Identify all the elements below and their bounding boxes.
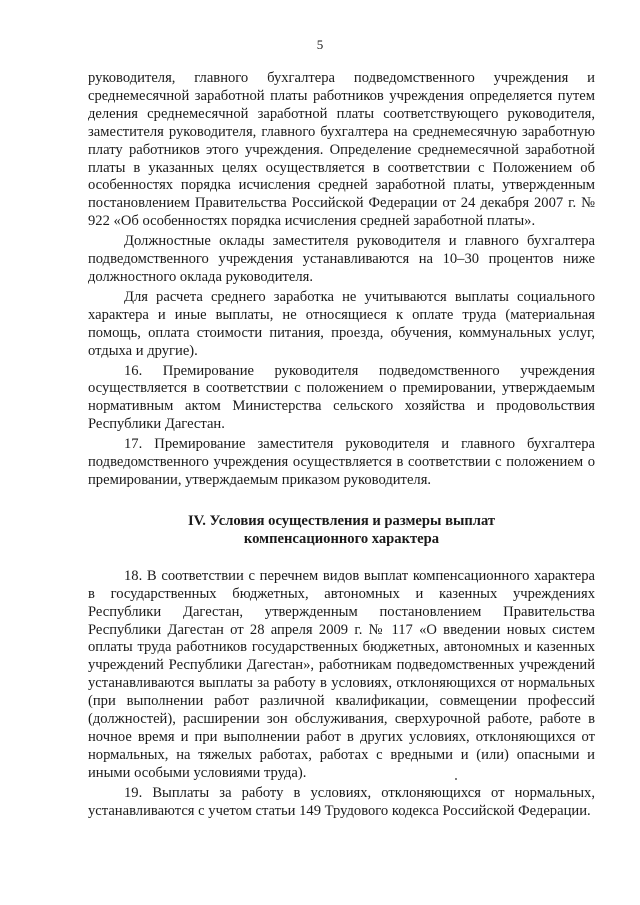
document-body	[88, 70, 595, 821]
paragraph-item-16: 16. Премирование руководителя подведомственного учреждения осуществляется в соответствии с положением о премировании, утверждаемым нормативным актом Министерства сельского хозяйства и продовольствия Республики Дагестан.	[88, 362, 595, 433]
page-number: 5	[316, 37, 324, 52]
paragraph-item-18: 18. В соответствии с перечнем видов выплат компенсационного характера в государственных бюджетных, автономных и казенных учреждениях Республики Дагестан, утвержденным постановлением Правительства Республики Дагестан от 28 апреля 2009 г. № 117 «О введении новых систем оплаты труда работников государственных бюджетных, автономных и казенных учреждений Республики Дагестан», работникам подведомственных учреждений устанавливаются выплаты за работу в условиях, отклоняющихся от нормальных (при выполнении работ различной квалификации, совмещении профессий (должностей), расширении зон обслуживания, сверхурочной работе, работе в ночное время и при выполнении работ в других условиях, отклоняющихся от нормальных, на тяжелых работах, работах с вредными и (или) опасными и иными особыми условиями труда).	[88, 567, 595, 781]
scan-speck	[455, 778, 457, 780]
paragraph-deputy-salaries: Должностные оклады заместителя руководителя и главного бухгалтера подведомственного учреждения устанавливаются на 10–30 процентов ниже должностного оклада руководителя.	[88, 233, 595, 285]
paragraph-average-earnings: Для расчета среднего заработка не учитываются выплаты социального характера и иные выплаты, не относящиеся к оплате труда (материальная помощь, оплата стоимости питания, проезда, обучения, коммунальных услуг, отдыха и другие).	[88, 288, 595, 359]
section-heading-line-1: IV. Условия осуществления и размеры выплат	[187, 512, 496, 529]
paragraph-item-17: 17. Премирование заместителя руководителя и главного бухгалтера подведомственного учреждения осуществляется в соответствии с положением о премировании, утверждаемым приказом руководителя.	[88, 436, 595, 488]
paragraph-continuation: руководителя, главного бухгалтера подведомственного учреждения и среднемесячной заработной платы работников учреждения определяется путем деления среднемесячной заработной платы соответствующего руководителя, заместителя руководителя, главного бухгалтера на среднемесячную заработную плату работников этого учреждения. Определение среднемесячной заработной платы в указанных целях осуществляется в соответствии с Положением об особенностях порядка исчисления средней заработной платы, утвержденным постановлением Правительства Российской Федерации от 24 декабря 2007 г. № 922 «Об особенностях порядка исчисления средней заработной платы».	[88, 70, 595, 230]
section-heading	[88, 512, 595, 548]
paragraph-item-19: 19. Выплаты за работу в условиях, отклоняющихся от нормальных, устанавливаются с учетом статьи 149 Трудового кодекса Российской Федерации.	[88, 784, 595, 819]
section-heading-line-2: компенсационного характера	[243, 530, 440, 547]
